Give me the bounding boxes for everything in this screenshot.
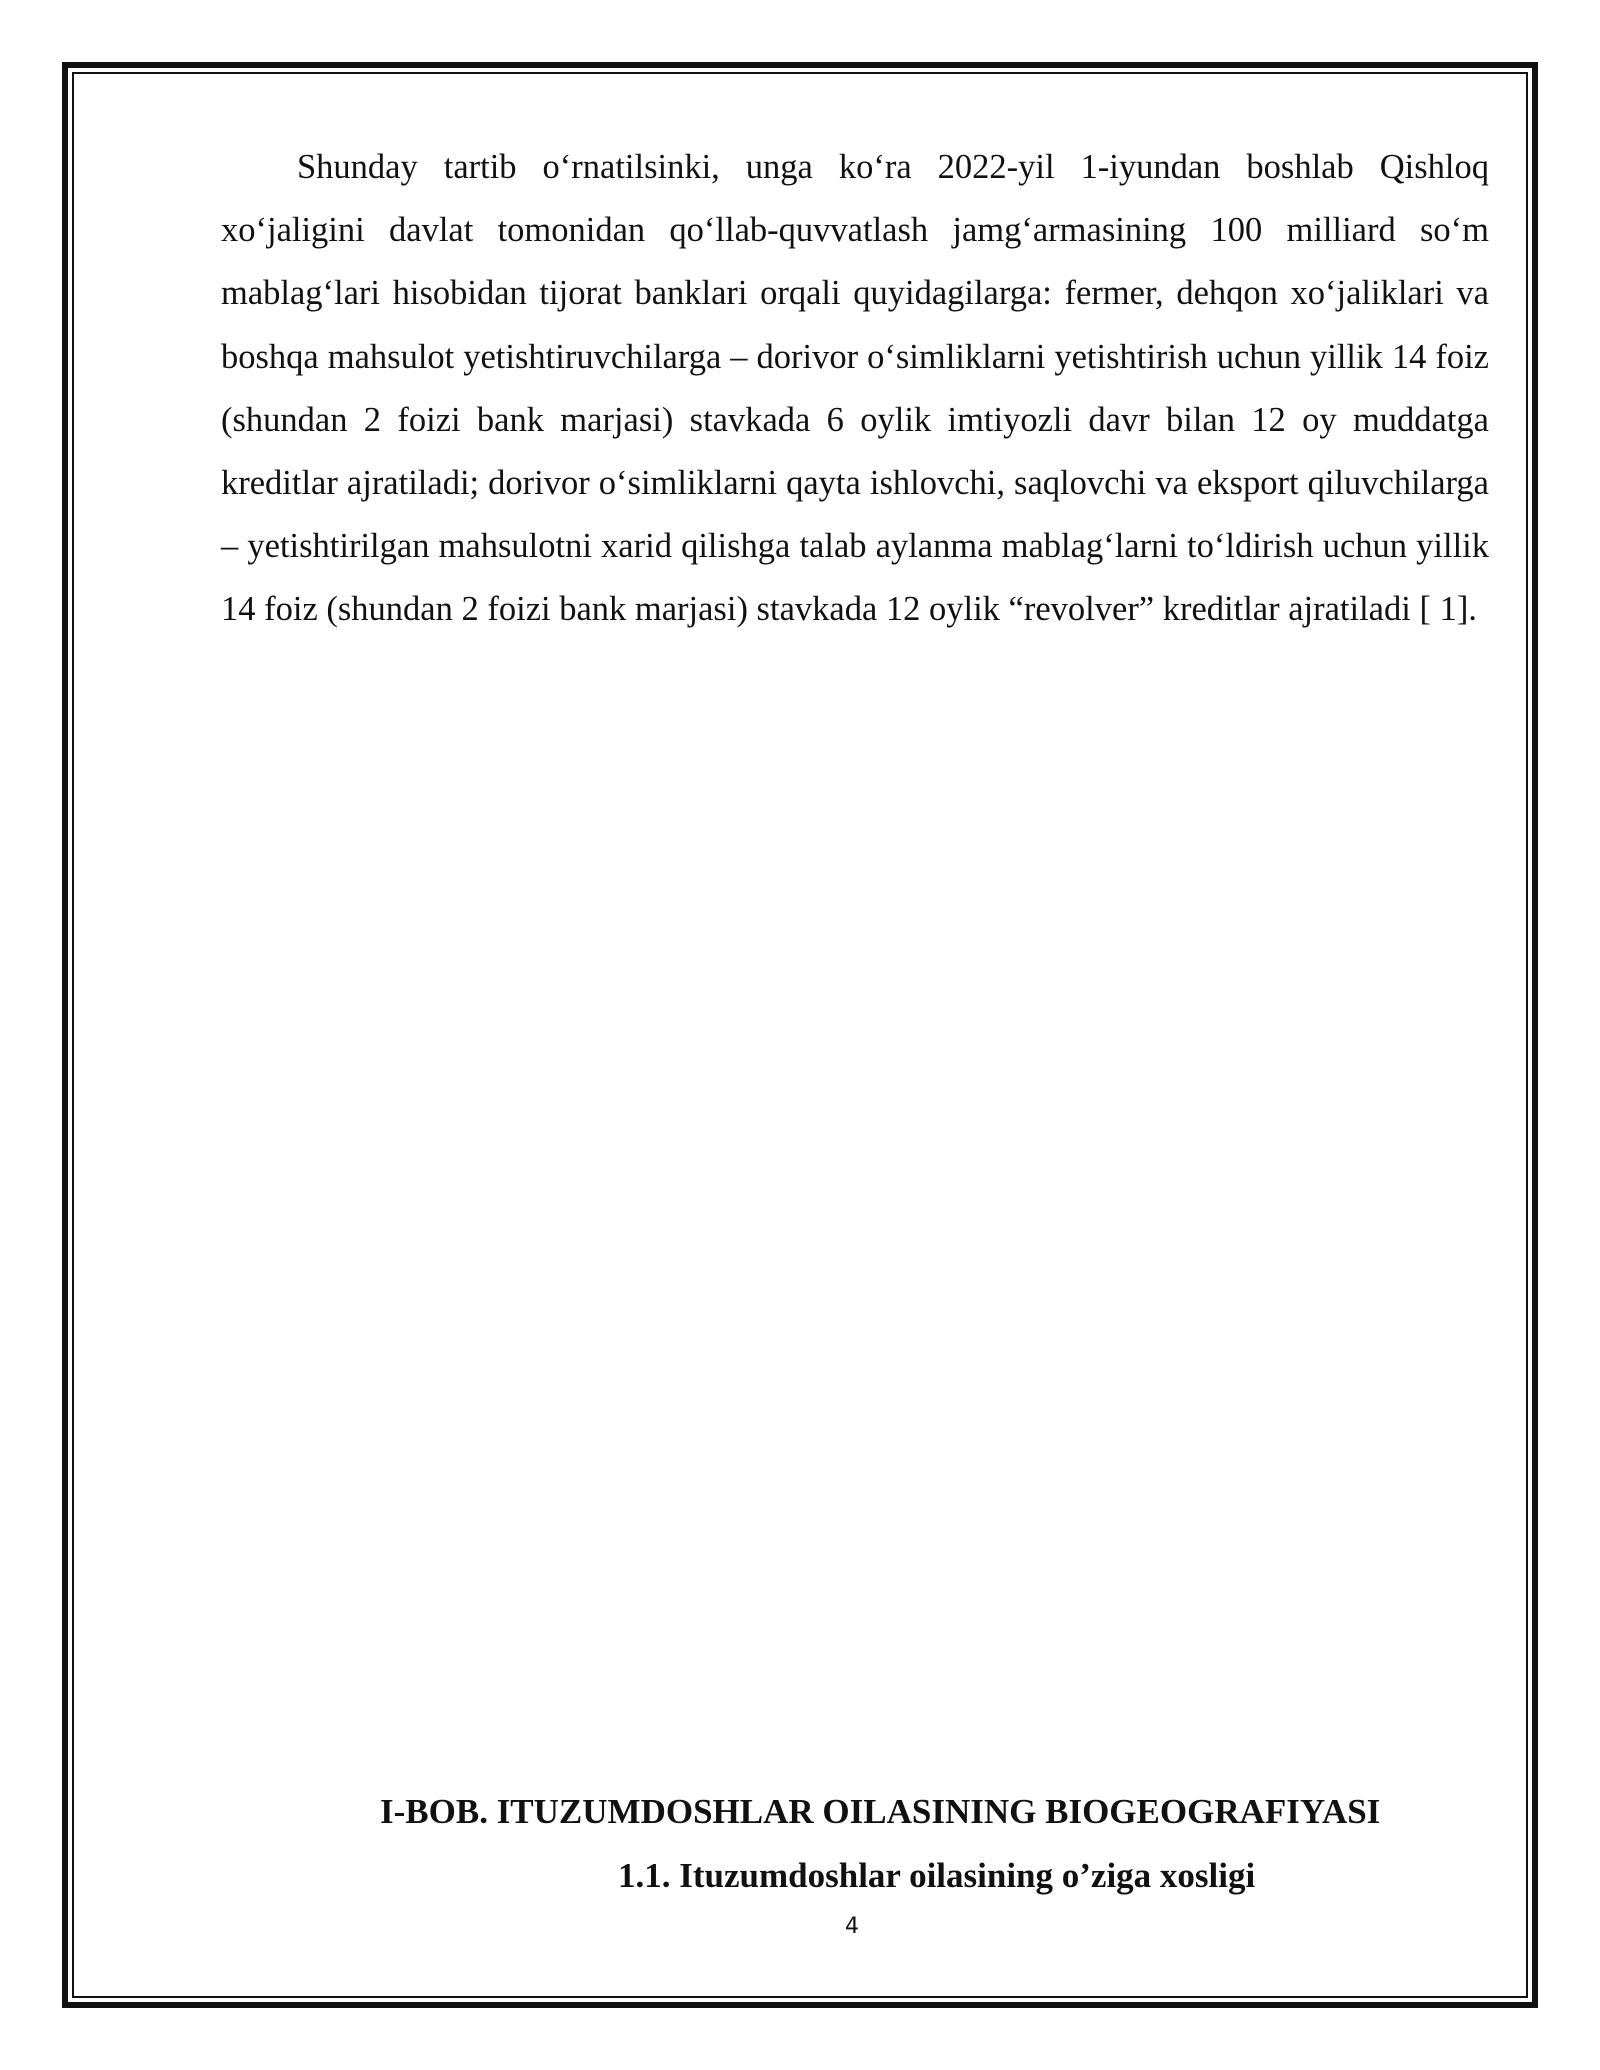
- body-paragraph: [221, 136, 1489, 642]
- chapter-title: I-BOB. ITUZUMDOSHLAR OILASINING BIOGEOGRAFIYASI: [380, 1792, 1381, 1831]
- paragraph-text: Shunday tartib oʻrnatilsinki, unga koʻra 2022-yil 1-iyundan boshlab Qishloq xoʻjaligini davlat tomonidan qoʻllab-quvvatlash jamgʻarmasining 100 milliard soʻm mablagʻlari hisobidan tijorat banklari orqali quyidagilarga: fermer, dehqon xoʻjaliklari va boshqa mahsulot yetishtiruvchilarga – dorivor oʻsimliklarni yetishtirish uchun yillik 14 foiz (shundan 2 foizi bank marjasi) stavkada 6 oylik imtiyozli davr bilan 12 oy muddatga kreditlar ajratiladi; dorivor oʻsimliklarni qayta ishlovchi, saqlovchi va eksport qiluvchilarga – yetishtirilgan mahsulotni xarid qilishga talab aylanma mablagʻlarni toʻldirish uchun yillik 14 foiz (shundan 2 foizi bank marjasi) stavkada 12 oylik “revolver” kreditlar ajratiladi [ 1].: [221, 148, 1489, 629]
- section-title: 1.1. Ituzumdoshlar oilasining o’ziga xosligi: [618, 1856, 1256, 1895]
- page-number: 4: [845, 1914, 859, 1939]
